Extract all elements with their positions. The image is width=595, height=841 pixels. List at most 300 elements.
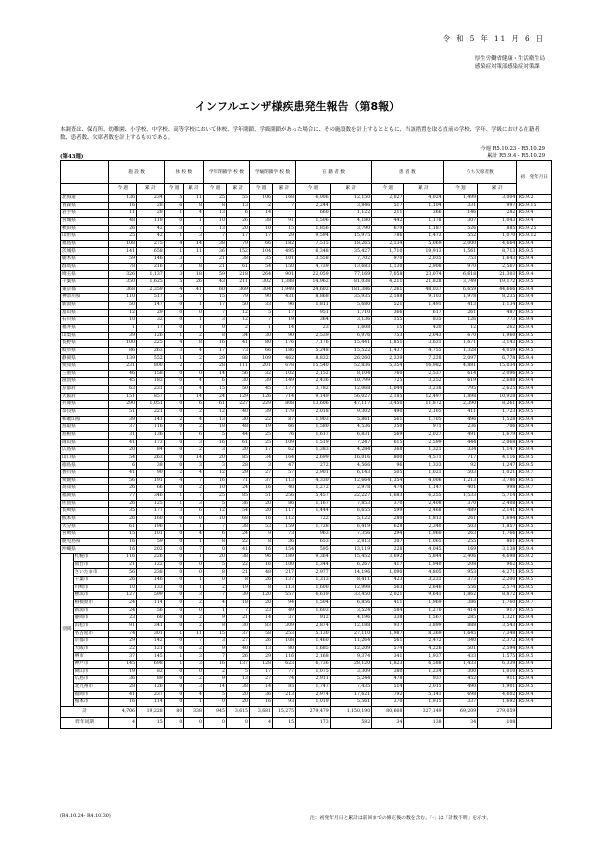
table-cell: 6,659 <box>443 286 478 294</box>
table-cell: 225 <box>137 340 165 348</box>
table-cell: 7 <box>203 309 226 317</box>
first-onset-date: R5.9.5 <box>517 309 552 317</box>
table-cell: 4,739 <box>296 263 331 271</box>
table-cell: 557 <box>273 592 296 600</box>
table-cell: 366 <box>404 210 443 218</box>
table-cell: 7 <box>249 317 272 325</box>
table-cell: 24 <box>109 599 137 607</box>
table-cell: 59 <box>203 271 226 279</box>
table-cell: 7 <box>184 363 204 371</box>
table-cell: 3,558 <box>296 256 331 264</box>
table-cell: 6 <box>184 401 204 409</box>
table-cell: 2 <box>184 485 204 493</box>
table-cell: 911 <box>478 676 517 684</box>
table-cell: 1 <box>184 317 204 325</box>
table-cell: 11,872 <box>404 401 443 409</box>
table-cell: 1,903 <box>296 416 331 424</box>
table-cell: 2 <box>164 363 184 371</box>
city-name: 相模原市 <box>73 599 109 607</box>
table-cell: 78 <box>109 263 137 271</box>
table-cell: 2,200 <box>478 577 517 585</box>
table-cell: 17 <box>203 301 226 309</box>
table-cell: 2,244 <box>296 202 331 210</box>
table-cell: 0 <box>164 378 184 386</box>
first-onset-date: R5.9.5 <box>517 569 552 577</box>
table-cell: 6,588 <box>404 661 443 669</box>
table-row <box>61 691 552 699</box>
region-name: 鹿児島県 <box>61 538 109 546</box>
table-cell: 16 <box>203 661 226 669</box>
table-cell: 155 <box>372 317 404 325</box>
table-cell: 417 <box>372 561 404 569</box>
table-row <box>61 324 552 332</box>
header-facilities: 施 設 数 <box>109 161 164 184</box>
table-cell: 262 <box>478 324 517 332</box>
table-cell: 0 <box>226 717 249 728</box>
table-cell: 263 <box>443 531 478 539</box>
table-row <box>61 668 552 676</box>
table-cell: 6,255 <box>404 492 443 500</box>
table-cell: 176 <box>273 340 296 348</box>
table-cell: 3,231 <box>404 577 443 585</box>
table-cell: 4,330 <box>296 477 331 485</box>
period-current: 今週 R5.10.23 - R5.10.29 <box>480 146 545 152</box>
table-cell: 423 <box>372 577 404 585</box>
table-cell: 218 <box>226 271 249 279</box>
table-cell: 1,344 <box>296 561 331 569</box>
table-cell: 808 <box>273 401 296 409</box>
table-row <box>61 462 552 470</box>
table-cell: 63 <box>109 386 137 394</box>
region-name: 沖縄県 <box>61 546 109 554</box>
table-cell: 12 <box>226 317 249 325</box>
table-cell: 25 <box>203 492 226 500</box>
table-cell: 77,169 <box>330 271 372 279</box>
table-cell: 4,271 <box>478 569 517 577</box>
table-cell: 12 <box>109 309 137 317</box>
table-cell: 136 <box>137 431 165 439</box>
table-cell: 1,901 <box>478 684 517 692</box>
table-cell: 7 <box>203 233 226 241</box>
table-cell: 3,749 <box>443 279 478 287</box>
table-cell: 30 <box>249 332 272 340</box>
table-cell: 6 <box>109 462 137 470</box>
table-cell: 202 <box>137 546 165 554</box>
table-cell: 9,374 <box>330 653 372 661</box>
table-cell: 109 <box>249 355 272 363</box>
table-cell: 56 <box>137 607 165 615</box>
table-cell: 7,356 <box>330 531 372 539</box>
first-onset-date: R5.9.7 <box>517 485 552 493</box>
region-name: 愛媛県 <box>61 477 109 485</box>
table-cell: 21 <box>226 569 249 577</box>
table-cell: 21 <box>203 256 226 264</box>
table-cell: 4 <box>109 717 137 728</box>
intro-paragraph: 本調査は、保育所、幼稚園、小学校、中学校、高等学校において休校、学年閉鎖、学級閉鎖があった場合に、その施設数を計上するとともに、当該措置を取る直前の学校、学年、学級における在籍者数、患者数、欠席者数を計上するものである。 <box>60 127 540 142</box>
table-cell: 2 <box>164 416 184 424</box>
table-cell: 4 <box>164 240 184 248</box>
table-cell: 112 <box>273 515 296 523</box>
first-onset-date: R5.9.15 <box>517 202 552 210</box>
region-name: 大分県 <box>61 523 109 531</box>
table-cell: 10,799 <box>330 378 372 386</box>
first-onset-date: R5.9.4 <box>517 645 552 653</box>
table-row <box>61 309 552 317</box>
table-cell: 211 <box>226 279 249 287</box>
table-cell: 48 <box>249 569 272 577</box>
table-cell: 35,427 <box>330 248 372 256</box>
region-name: 福島県 <box>61 240 109 248</box>
table-cell: 3,138 <box>478 546 517 554</box>
table-cell: 11 <box>184 630 204 638</box>
table-cell: 50 <box>226 301 249 309</box>
region-name: 徳島県 <box>61 462 109 470</box>
table-cell: 3 <box>184 684 204 692</box>
table-cell: 491 <box>443 431 478 439</box>
first-onset-date: R5.9.4 <box>517 355 552 363</box>
table-cell: 19 <box>249 424 272 432</box>
table-cell: 2,096 <box>478 370 517 378</box>
table-cell: 146 <box>443 210 478 218</box>
table-cell: 18 <box>203 424 226 432</box>
table-cell: 26 <box>184 279 204 287</box>
table-cell: 2,908 <box>404 263 443 271</box>
table-cell: 552 <box>443 233 478 241</box>
table-cell: 15,275 <box>273 706 296 717</box>
table-cell: 4,706 <box>109 706 137 717</box>
table-cell: 261 <box>443 515 478 523</box>
table-cell: 16 <box>109 538 137 546</box>
table-cell: 12 <box>443 324 478 332</box>
table-cell: 71 <box>226 477 249 485</box>
table-cell: 5 <box>249 309 272 317</box>
table-cell: 116 <box>109 554 137 562</box>
table-cell: 1,949 <box>273 286 296 294</box>
first-onset-date: R5.9.4 <box>517 538 552 546</box>
table-cell: 0 <box>164 699 184 707</box>
region-name: 山口県 <box>61 454 109 462</box>
table-cell: 45 <box>249 386 272 394</box>
table-cell: 3,631 <box>404 340 443 348</box>
table-cell: 20 <box>226 225 249 233</box>
first-onset-date: R5.9.5 <box>517 370 552 378</box>
table-cell: 521 <box>372 301 404 309</box>
table-cell: 1 <box>164 630 184 638</box>
table-cell: 792 <box>372 691 404 699</box>
table-cell: 2,874 <box>296 622 331 630</box>
table-cell: 15,034 <box>478 363 517 371</box>
table-row <box>61 477 552 485</box>
table-cell: 1,692 <box>478 699 517 707</box>
table-cell: 128 <box>249 661 272 669</box>
table-cell: 55 <box>226 195 249 203</box>
table-cell: 4,805 <box>404 569 443 577</box>
table-cell: 2 <box>226 324 249 332</box>
table-row <box>61 393 552 401</box>
table-cell: 2 <box>184 676 204 684</box>
table-cell: 1,010 <box>478 668 517 676</box>
first-onset-date: R5.9.4 <box>517 424 552 432</box>
table-cell: 0 <box>164 370 184 378</box>
first-onset-date: R5.9.5 <box>517 248 552 256</box>
table-cell: 48,037 <box>404 286 443 294</box>
table-row <box>61 546 552 554</box>
table-cell: 1,065 <box>404 538 443 546</box>
table-row <box>61 661 552 669</box>
table-cell: 1,104 <box>404 202 443 210</box>
table-cell: 346 <box>137 492 165 500</box>
table-cell: 670 <box>443 332 478 340</box>
table-cell: 5 <box>203 691 226 699</box>
table-cell: 1,685 <box>296 645 331 653</box>
table-cell: 2,406 <box>443 554 478 562</box>
table-cell: 110 <box>109 294 137 302</box>
table-cell: 28 <box>203 363 226 371</box>
table-cell: 1,388 <box>273 279 296 287</box>
table-cell: 2,911 <box>296 676 331 684</box>
table-cell: 623 <box>273 661 296 669</box>
table-cell: 20 <box>249 500 272 508</box>
table-row <box>61 195 552 203</box>
table-cell: 41 <box>109 691 137 699</box>
first-onset-date: R5.9.4 <box>517 271 552 279</box>
table-cell: 85 <box>226 454 249 462</box>
table-cell: 4 <box>184 378 204 386</box>
table-cell: 2,188 <box>372 294 404 302</box>
table-cell: 2,027 <box>372 195 404 203</box>
table-cell: 39 <box>249 378 272 386</box>
table-cell: 9,149 <box>296 393 331 401</box>
table-cell: 8 <box>184 263 204 271</box>
city-name: 広島市 <box>73 676 109 684</box>
table-cell: 27,110 <box>330 630 372 638</box>
table-cell: 48 <box>226 424 249 432</box>
table-cell: 121 <box>137 645 165 653</box>
table-cell: 517 <box>137 294 165 302</box>
table-cell: 1,567 <box>404 615 443 623</box>
org-line-1: 厚生労働省健康・生活衛生局 <box>474 56 545 62</box>
table-cell: 2,185 <box>372 393 404 401</box>
table-cell: 1,625 <box>137 279 165 287</box>
report-date: 令 和 5 年 11 月 6 日 <box>442 34 545 43</box>
table-cell: 2,901 <box>296 470 331 478</box>
table-cell: 6,339 <box>478 661 517 669</box>
table-cell: 9,594 <box>296 233 331 241</box>
table-cell: 501 <box>443 645 478 653</box>
table-cell: 1,766 <box>478 531 517 539</box>
city-name: 名古屋市 <box>73 630 109 638</box>
table-row <box>61 225 552 233</box>
table-cell: 17 <box>203 347 226 355</box>
table-cell: 0 <box>164 424 184 432</box>
table-row <box>61 607 552 615</box>
table-cell: 24,602 <box>296 286 331 294</box>
table-cell: 23 <box>296 324 331 332</box>
header-closures: 休 校 数 <box>164 161 203 184</box>
region-name: 千葉県 <box>61 279 109 287</box>
table-cell: 0 <box>164 717 184 728</box>
region-name: 秋田県 <box>61 225 109 233</box>
subheader-this-week: 今 週 <box>203 184 226 195</box>
table-cell: 6,736 <box>296 661 331 669</box>
table-cell: 16 <box>109 202 137 210</box>
table-cell: 36 <box>109 676 137 684</box>
table-cell: 5 <box>203 431 226 439</box>
table-cell: 1 <box>164 653 184 661</box>
table-cell: 13,119 <box>330 546 372 554</box>
table-cell: 0 <box>164 454 184 462</box>
table-cell: 617 <box>404 309 443 317</box>
table-cell: 1,444 <box>296 508 331 516</box>
table-cell: 970 <box>372 256 404 264</box>
region-name: 新潟県 <box>61 301 109 309</box>
table-cell: 30 <box>226 622 249 630</box>
table-cell: 0 <box>184 569 204 577</box>
first-onset-date: R5.9.4 <box>517 592 552 600</box>
table-cell: 3 <box>184 500 204 508</box>
table-row <box>61 630 552 638</box>
table-cell: 227 <box>226 401 249 409</box>
city-name: 堺市 <box>73 653 109 661</box>
table-cell: 102 <box>273 370 296 378</box>
table-cell: 16 <box>249 699 272 707</box>
table-cell: 17,621 <box>330 691 372 699</box>
table-cell: 1,608 <box>330 324 372 332</box>
table-cell: 151 <box>109 393 137 401</box>
table-row <box>61 684 552 692</box>
table-cell: 253 <box>273 630 296 638</box>
table-cell: 272 <box>296 462 331 470</box>
table-cell: 238 <box>137 569 165 577</box>
table-row <box>61 577 552 585</box>
table-cell: 2,339 <box>372 355 404 363</box>
table-cell: 1,504 <box>296 599 331 607</box>
table-cell: 125 <box>137 500 165 508</box>
table-cell: 17 <box>137 324 165 332</box>
table-cell: 0 <box>164 645 184 653</box>
table-cell: 113 <box>273 477 296 485</box>
first-onset-date: R5.9.4 <box>517 447 552 455</box>
table-cell: 49 <box>273 607 296 615</box>
table-cell: 16,982 <box>404 363 443 371</box>
table-cell: 2,000 <box>443 240 478 248</box>
table-cell: 66 <box>137 485 165 493</box>
table-cell: 7,247 <box>330 439 372 447</box>
table-cell: 1 <box>164 523 184 531</box>
table-cell: 26 <box>109 485 137 493</box>
table-cell: 10 <box>203 217 226 225</box>
table-cell: 7,515 <box>296 240 331 248</box>
table-cell: 17 <box>273 309 296 317</box>
first-onset-date: R5.9.5 <box>517 347 552 355</box>
region-name: 熊本県 <box>61 515 109 523</box>
table-cell: 15 <box>273 225 296 233</box>
table-cell: 552 <box>137 355 165 363</box>
table-cell: 57 <box>273 470 296 478</box>
table-cell: 127 <box>109 592 137 600</box>
table-cell: 3 <box>203 317 226 325</box>
table-cell: 4,566 <box>330 462 372 470</box>
table-row <box>61 454 552 462</box>
first-onset-date: R5.9.4 <box>517 393 552 401</box>
table-row <box>61 279 552 287</box>
table-cell: 1,187 <box>404 225 443 233</box>
table-cell: 857 <box>137 393 165 401</box>
table-cell: 341 <box>372 653 404 661</box>
table-cell: 2 <box>184 424 204 432</box>
header-region <box>61 161 109 184</box>
table-cell: 452 <box>443 676 478 684</box>
table-cell: 90 <box>273 332 296 340</box>
first-onset-date: R5.9.5 <box>517 340 552 348</box>
table-cell: 340 <box>443 638 478 646</box>
table-row <box>61 263 552 271</box>
table-cell: 6,006 <box>296 195 331 203</box>
table-cell: 38 <box>203 240 226 248</box>
table-cell: 44 <box>226 431 249 439</box>
table-cell: 14 <box>184 240 204 248</box>
region-name: 島根県 <box>61 431 109 439</box>
city-name: 大阪市 <box>73 645 109 653</box>
table-cell: 15,975 <box>330 233 372 241</box>
table-cell: 15 <box>109 531 137 539</box>
table-cell: 2,105 <box>404 408 443 416</box>
table-cell: 60 <box>203 286 226 294</box>
table-cell: 61 <box>203 401 226 409</box>
table-cell: 1 <box>184 577 204 585</box>
table-cell: 16 <box>249 515 272 523</box>
table-cell: 2,134 <box>372 240 404 248</box>
table-cell: 1,760 <box>478 599 517 607</box>
table-cell: 26 <box>109 225 137 233</box>
table-cell: 27 <box>226 638 249 646</box>
table-cell: 129 <box>226 393 249 401</box>
table-cell: 30 <box>226 378 249 386</box>
city-name: さいたま市 <box>73 569 109 577</box>
table-cell: 14,962 <box>296 279 331 287</box>
table-cell: 26 <box>249 577 272 585</box>
table-cell: 6 <box>226 210 249 218</box>
table-cell: 2 <box>184 355 204 363</box>
table-cell: 327,149 <box>404 706 443 717</box>
region-name: 山梨県 <box>61 332 109 340</box>
table-cell: 37 <box>249 477 272 485</box>
table-cell: 33 <box>249 301 272 309</box>
table-row <box>61 233 552 241</box>
table-cell: 0 <box>164 324 184 332</box>
table-cell: 2,015 <box>404 684 443 692</box>
table-cell: 1,019 <box>296 699 331 707</box>
table-cell: 122 <box>137 561 165 569</box>
table-cell: 37 <box>273 615 296 623</box>
table-cell: 8 <box>203 332 226 340</box>
table-cell: 1,823 <box>372 661 404 669</box>
subheader-cumulative: 累 計 <box>273 184 296 195</box>
table-cell: 0 <box>164 607 184 615</box>
first-onset-date: R5.9.5 <box>517 332 552 340</box>
first-onset-date: R5.9.4 <box>517 386 552 394</box>
table-row <box>61 363 552 371</box>
table-cell: 304 <box>249 286 272 294</box>
table-cell: 8 <box>184 340 204 348</box>
table-cell: 7 <box>226 607 249 615</box>
subheader-cumulative: 累 計 <box>137 184 165 195</box>
table-cell: 39 <box>249 408 272 416</box>
first-onset-date: R5.9.5 <box>517 684 552 692</box>
table-row <box>61 424 552 432</box>
table-cell: 11,264 <box>330 638 372 646</box>
table-cell: 526 <box>443 225 478 233</box>
